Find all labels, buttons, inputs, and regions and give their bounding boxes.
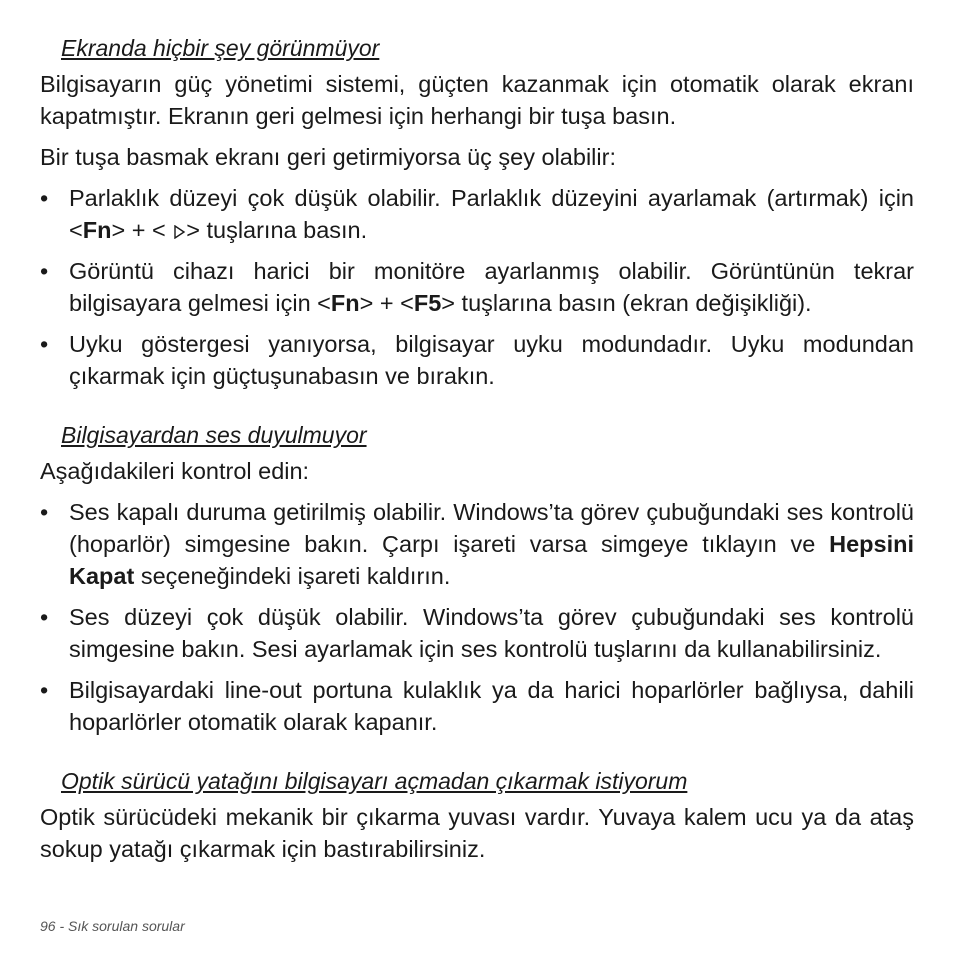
paragraph: Bir tuşa basmak ekranı geri getirmiyorsa üç şey olabilir: — [40, 144, 616, 170]
list-item — [40, 328, 914, 392]
list-item — [40, 674, 914, 738]
bullet-marker: • — [40, 604, 49, 630]
key-label: F5 — [413, 290, 442, 316]
list-item-text: > tuşlarına basın. — [186, 217, 368, 243]
list-item-text: Görüntü cihazı harici bir monitöre ayarlanmış olabilir. Görüntünün tekrar bilgisayara gelmesi için < — [69, 258, 914, 316]
section-heading: Bilgisayardan ses duyulmuyor — [61, 422, 367, 448]
list-item — [40, 182, 914, 246]
list-item — [40, 496, 914, 592]
bullet-marker: • — [40, 185, 49, 211]
bullet-marker: • — [40, 258, 49, 284]
key-label: Fn — [330, 290, 360, 316]
bullet-list — [40, 182, 914, 392]
spacer — [40, 401, 914, 419]
right-triangle-icon — [172, 225, 186, 239]
paragraph: Bilgisayarın güç yönetimi sistemi, güçten kazanmak için otomatik olarak ekranı kapatmıştır. Ekranın geri gelmesi için herhangi bir tuşa basın. — [40, 71, 914, 129]
list-item-text: Ses düzeyi çok düşük olabilir. Windows’ta görev çubuğundaki ses kontrolü simgesine bakın. Sesi ayarlamak için ses kontrolü tuşlarını da kullanabilirsiniz. — [69, 604, 914, 662]
paragraph: Aşağıdakileri kontrol edin: — [40, 458, 310, 484]
list-item-text: > tuşlarına basın (ekran değişikliği). — [441, 290, 812, 316]
document-page — [40, 32, 914, 874]
paragraph: Optik sürücüdeki mekanik bir çıkarma yuvası vardır. Yuvaya kalem ucu ya da ataş sokup yatağı çıkarmak için bastırabilirsiniz. — [40, 804, 914, 862]
section-heading: Ekranda hiçbir şey görünmüyor — [61, 35, 380, 61]
list-item-text: Ses kapalı duruma getirilmiş olabilir. Windows’ta görev çubuğundaki ses kontrolü (hoparlör) simgesine bakın. Çarpı işareti varsa simgeye tıklayın ve — [69, 499, 914, 557]
spacer — [40, 747, 914, 765]
bullet-list — [40, 496, 914, 738]
list-item-text: > + < — [111, 217, 166, 243]
list-item-text: Uyku göstergesi yanıyorsa, bilgisayar uyku modundadır. Uyku modundan çıkarmak için güçtuşunabasın ve bırakın. — [69, 331, 914, 389]
list-item-text: Parlaklık düzeyi çok düşük olabilir. Parlaklık düzeyini ayarlamak (artırmak) için < — [69, 185, 914, 243]
bullet-marker: • — [40, 331, 49, 357]
bullet-marker: • — [40, 499, 49, 525]
bullet-marker: • — [40, 677, 49, 703]
section-heading: Optik sürücü yatağını bilgisayarı açmadan çıkarmak istiyorum — [61, 768, 688, 794]
list-item-text: Bilgisayardaki line-out portuna kulaklık ya da harici hoparlörler bağlıysa, dahili hoparlörler otomatik olarak kapanır. — [69, 677, 914, 735]
key-label: Fn — [82, 217, 112, 243]
list-item-text: > + < — [359, 290, 414, 316]
option-label: Hepsini Kapat — [69, 531, 914, 589]
list-item-text: seçeneğindeki işareti kaldırın. — [134, 563, 451, 589]
list-item — [40, 255, 914, 319]
page-footer: 96 - Sık sorulan sorular — [40, 918, 185, 934]
list-item — [40, 601, 914, 665]
